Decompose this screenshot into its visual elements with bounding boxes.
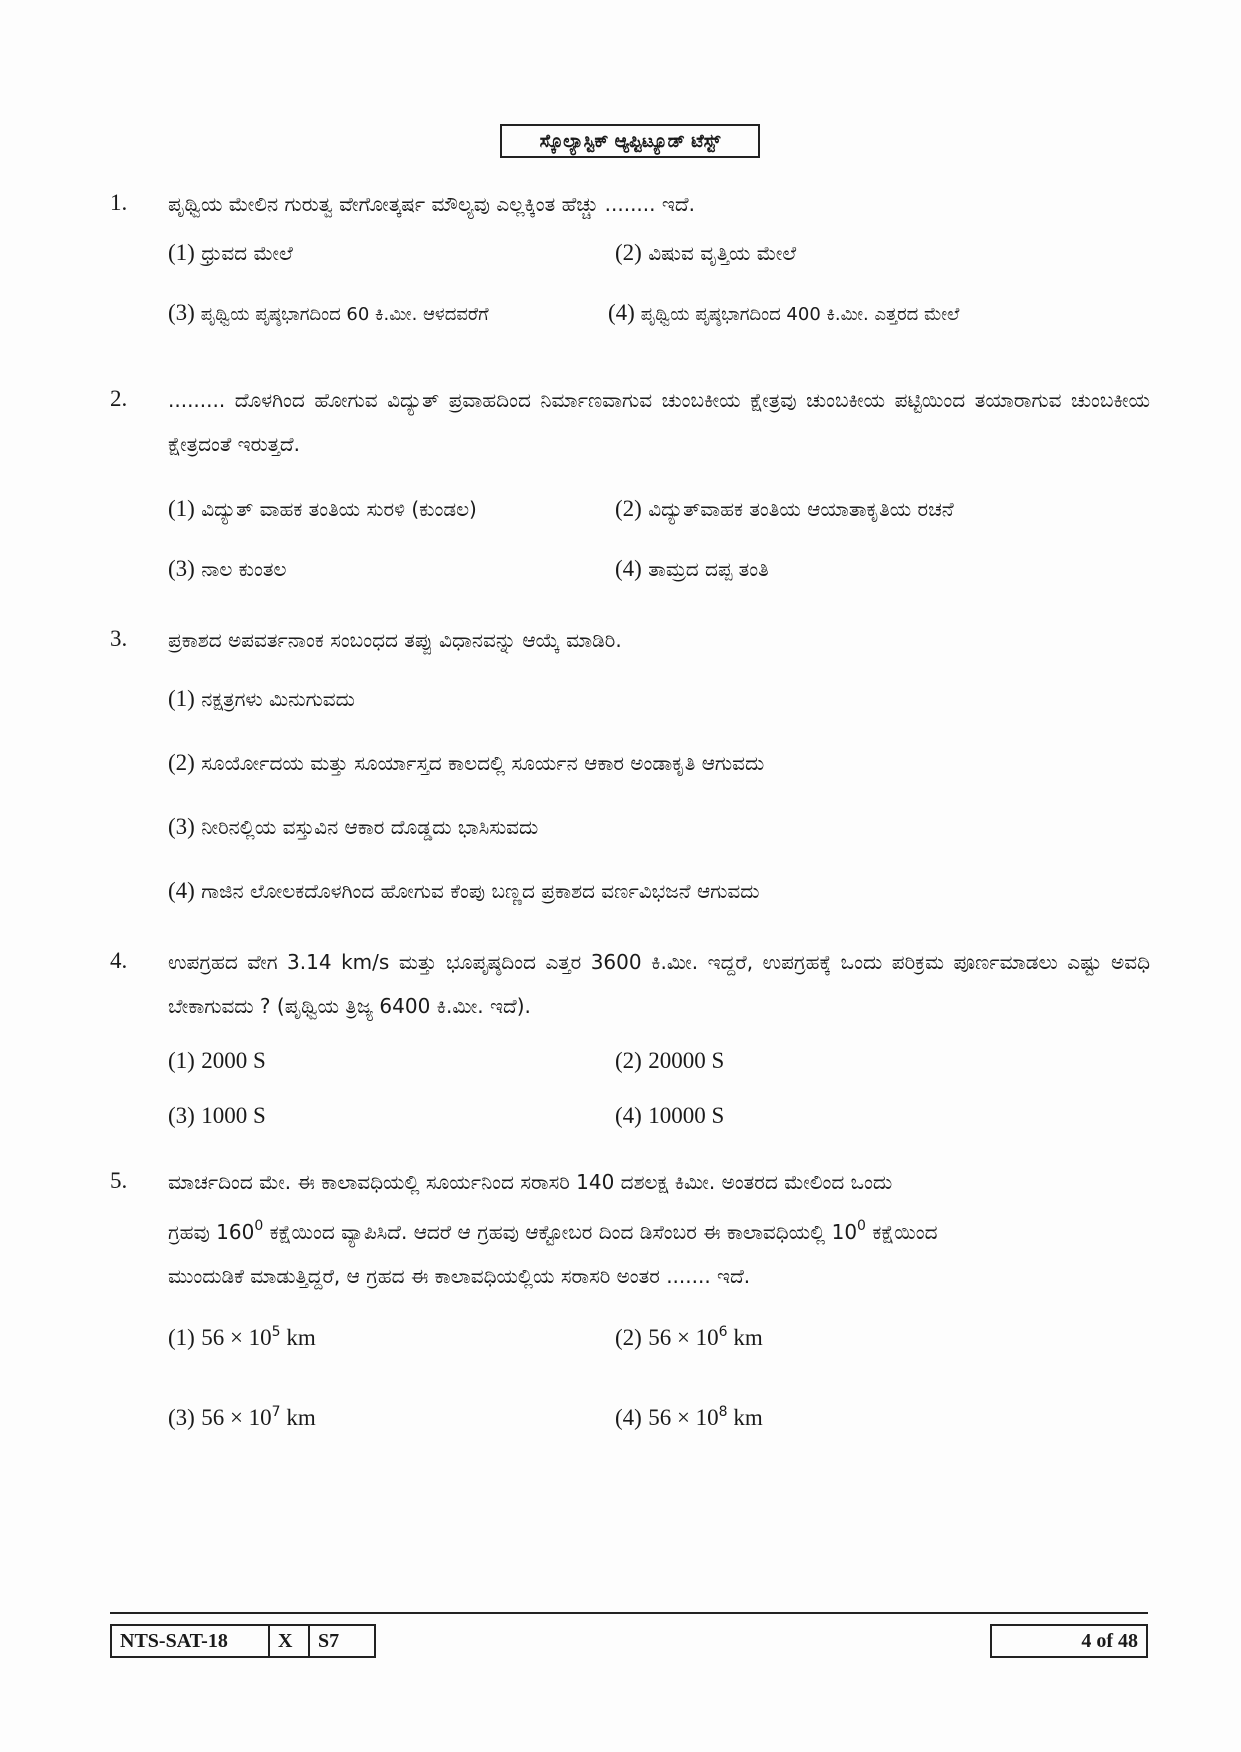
option-text: ವಿದ್ಯುತ್‌ವಾಹಕ ತಂತಿಯ ಆಯಾತಾಕೃತಿಯ ರಚನೆ [648, 497, 954, 521]
option-1 [168, 686, 355, 712]
question-text [168, 1160, 1150, 1298]
option-number: (4) [615, 1103, 642, 1128]
question-number: 4. [110, 948, 128, 973]
option-3 [168, 1404, 316, 1431]
question-number: 2. [110, 386, 128, 411]
option-text: ಸೂರ್ಯೋದಯ ಮತ್ತು ಸೂರ್ಯಾಸ್ತದ ಕಾಲದಲ್ಲಿ ಸೂರ್ಯನ ಆಕಾರ ಅಂಡಾಕೃತಿ ಆಗುವದು [201, 751, 765, 775]
option-4 [615, 1404, 763, 1431]
question-text-line [168, 1204, 1150, 1254]
option-1 [168, 1324, 316, 1351]
option-2 [168, 750, 764, 776]
option-1 [168, 496, 477, 522]
option-number: (3) [168, 300, 195, 325]
option-text: ನೀರಿನಲ್ಲಿಯ ವಸ್ತುವಿನ ಆಕಾರ ದೊಡ್ಡದು ಭಾಸಿಸುವದು [201, 815, 539, 839]
footer-set: S7 [318, 1629, 340, 1652]
option-exponent: 6 [718, 1324, 728, 1340]
option-text: ಧ್ರುವದ ಮೇಲೆ [201, 241, 293, 265]
option-3 [168, 814, 538, 840]
option-text: 2000 S [201, 1048, 266, 1073]
question-text: ಉಪಗ್ರಹದ ವೇಗ 3.14 km/s ಮತ್ತು ಭೂಪೃಷ್ಠದಿಂದ ಎತ್ತರ 3600 ಕಿ.ಮೀ. ಇದ್ದರೆ, ಉಪಗ್ರಹಕ್ಕೆ ಒಂದು ಪರಿಕ್ರಮ ಪೂರ್ಣಮಾಡಲು ಎಷ್ಟು ಅವಧಿ ಬೇಕಾಗುವದು ? (ಪೃಥ್ವಿಯ ತ್ರಿಜ್ಯ 6400 ಕಿ.ಮೀ. ಇದೆ). [168, 950, 1150, 1018]
option-text: ಪೃಥ್ವಿಯ ಪೃಷ್ಠಭಾಗದಿಂದ 60 ಕಿ.ಮೀ. ಆಳದವರೆಗೆ [200, 304, 489, 325]
footer-divider [110, 1612, 1148, 1614]
option-2 [615, 1324, 763, 1351]
option-number: (4) [168, 878, 195, 903]
footer-exam-code: NTS-SAT-18 [112, 1626, 270, 1656]
option-4 [608, 300, 959, 326]
option-text: ವಿದ್ಯುತ್ ವಾಹಕ ತಂತಿಯ ಸುರಳಿ (ಕುಂಡಲ) [201, 497, 477, 521]
option-number: (4) [615, 556, 642, 581]
option-number: (1) [168, 1325, 195, 1350]
question-number: 3. [110, 626, 128, 651]
option-base: 56 × 10 [648, 1405, 719, 1430]
option-3 [168, 1103, 266, 1129]
option-3 [168, 556, 286, 582]
option-4 [615, 556, 769, 582]
option-4 [168, 878, 759, 904]
option-2 [615, 1048, 724, 1074]
option-base: 56 × 10 [201, 1325, 272, 1350]
footer-class: X [270, 1626, 310, 1656]
option-text: 20000 S [648, 1048, 725, 1073]
option-number: (2) [615, 240, 642, 265]
option-text: ತಾಮ್ರದ ದಪ್ಪ ತಂತಿ [648, 557, 769, 581]
question-text-line: ಮಾರ್ಚದಿಂದ ಮೇ. ಈ ಕಾಲಾವಧಿಯಲ್ಲಿ ಸೂರ್ಯನಿಂದ ಸರಾಸರಿ 140 ದಶಲಕ್ಷ ಕಿಮೀ. ಅಂತರದ ಮೇಲಿಂದ ಒಂದು [168, 1170, 893, 1194]
option-number: (2) [615, 1325, 642, 1350]
option-3 [168, 300, 489, 326]
option-number: (1) [168, 240, 195, 265]
text-part: ಕಕ್ಷೆಯಿಂದ ವ್ಯಾಪಿಸಿದೆ. ಆದರೆ ಆ ಗ್ರಹವು ಆಕ್ಟೋಬರ ದಿಂದ ಡಿಸೆಂಬರ ಈ ಕಾಲಾವಧಿಯಲ್ಲಿ 10 [263, 1220, 858, 1244]
option-unit: km [280, 1405, 316, 1430]
option-number: (3) [168, 556, 195, 581]
question-text: ಪ್ರಕಾಶದ ಅಪವರ್ತನಾಂಕ ಸಂಬಂಧದ ತಪ್ಪು ವಿಧಾನವನ್ನು ಆಯ್ಕೆ ಮಾಡಿರಿ. [168, 628, 622, 652]
option-number: (3) [168, 1103, 195, 1128]
question-number: 1. [110, 190, 128, 215]
option-exponent: 8 [718, 1404, 728, 1420]
question-text-line: ಮುಂದುಡಿಕೆ ಮಾಡುತ್ತಿದ್ದರೆ, ಆ ಗ್ರಹದ ಈ ಕಾಲಾವಧಿಯಲ್ಲಿಯ ಸರಾಸರಿ ಅಂತರ ....... ಇದೆ. [168, 1264, 751, 1288]
option-base: 56 × 10 [201, 1405, 272, 1430]
option-number: (1) [168, 1048, 195, 1073]
option-number: (1) [168, 496, 195, 521]
option-1 [168, 1048, 266, 1074]
option-2 [615, 240, 796, 266]
text-part: ಗ್ರಹವು 160 [168, 1220, 255, 1244]
text-part: ಕಕ್ಷೆಯಿಂದ [865, 1220, 938, 1244]
superscript: 0 [254, 1218, 264, 1234]
superscript: 0 [857, 1218, 866, 1234]
option-text: 1000 S [201, 1103, 266, 1128]
option-number: (4) [608, 300, 635, 325]
option-4 [615, 1103, 724, 1129]
section-title: ಸ್ಕೊಲ್ಯಾಸ್ಟಿಕ್ ಆ್ಯಪ್ಟಿಟ್ಯೂಡ್ ಟೆಸ್ಟ್ [500, 124, 760, 158]
option-number: (2) [615, 496, 642, 521]
question-text: ಪೃಥ್ವಿಯ ಮೇಲಿನ ಗುರುತ್ವ ವೇಗೋತ್ಕರ್ಷ ಮೌಲ್ಯವು ಎಲ್ಲಕ್ಕಿಂತ ಹೆಚ್ಚು ........ ಇದೆ. [168, 192, 695, 216]
option-text: ಪೃಥ್ವಿಯ ಪೃಷ್ಠಭಾಗದಿಂದ 400 ಕಿ.ಮೀ. ಎತ್ತರದ ಮೇಲೆ [640, 304, 960, 325]
option-number: (2) [615, 1048, 642, 1073]
option-unit: km [727, 1405, 763, 1430]
option-number: (4) [615, 1405, 642, 1430]
option-text: ವಿಷುವ ವೃತ್ತಿಯ ಮೇಲೆ [648, 241, 797, 265]
question-number: 5. [110, 1168, 128, 1193]
footer-code-box [110, 1624, 376, 1658]
option-text: 10000 S [648, 1103, 725, 1128]
option-base: 56 × 10 [648, 1325, 719, 1350]
option-unit: km [280, 1325, 316, 1350]
option-1 [168, 240, 293, 266]
option-number: (1) [168, 686, 195, 711]
option-text: ನಾಲ ಕುಂತಲ [201, 557, 287, 581]
option-number: (2) [168, 750, 195, 775]
option-number: (3) [168, 1405, 195, 1430]
option-2 [615, 496, 954, 522]
footer-page-number: 4 of 48 [990, 1624, 1148, 1658]
option-number: (3) [168, 814, 195, 839]
option-exponent: 7 [271, 1404, 281, 1420]
option-text: ನಕ್ಷತ್ರಗಳು ಮಿನುಗುವದು [201, 687, 355, 711]
question-text: ......... ದೊಳಗಿಂದ ಹೋಗುವ ವಿದ್ಯುತ್ ಪ್ರವಾಹದಿಂದ ನಿರ್ಮಾಣವಾಗುವ ಚುಂಬಕೀಯ ಕ್ಷೇತ್ರವು ಚುಂಬಕೀಯ ಪಟ್ಟಿಯಿಂದ ತಯಾರಾಗುವ ಚುಂಬಕೀಯ ಕ್ಷೇತ್ರದಂತೆ ಇರುತ್ತದೆ. [168, 388, 1150, 456]
option-unit: km [727, 1325, 763, 1350]
option-exponent: 5 [271, 1324, 281, 1340]
option-text: ಗಾಜಿನ ಲೋಲಕದೊಳಗಿಂದ ಹೋಗುವ ಕೆಂಪು ಬಣ್ಣದ ಪ್ರಕಾಶದ ವರ್ಣವಿಭಜನೆ ಆಗುವದು [201, 879, 760, 903]
